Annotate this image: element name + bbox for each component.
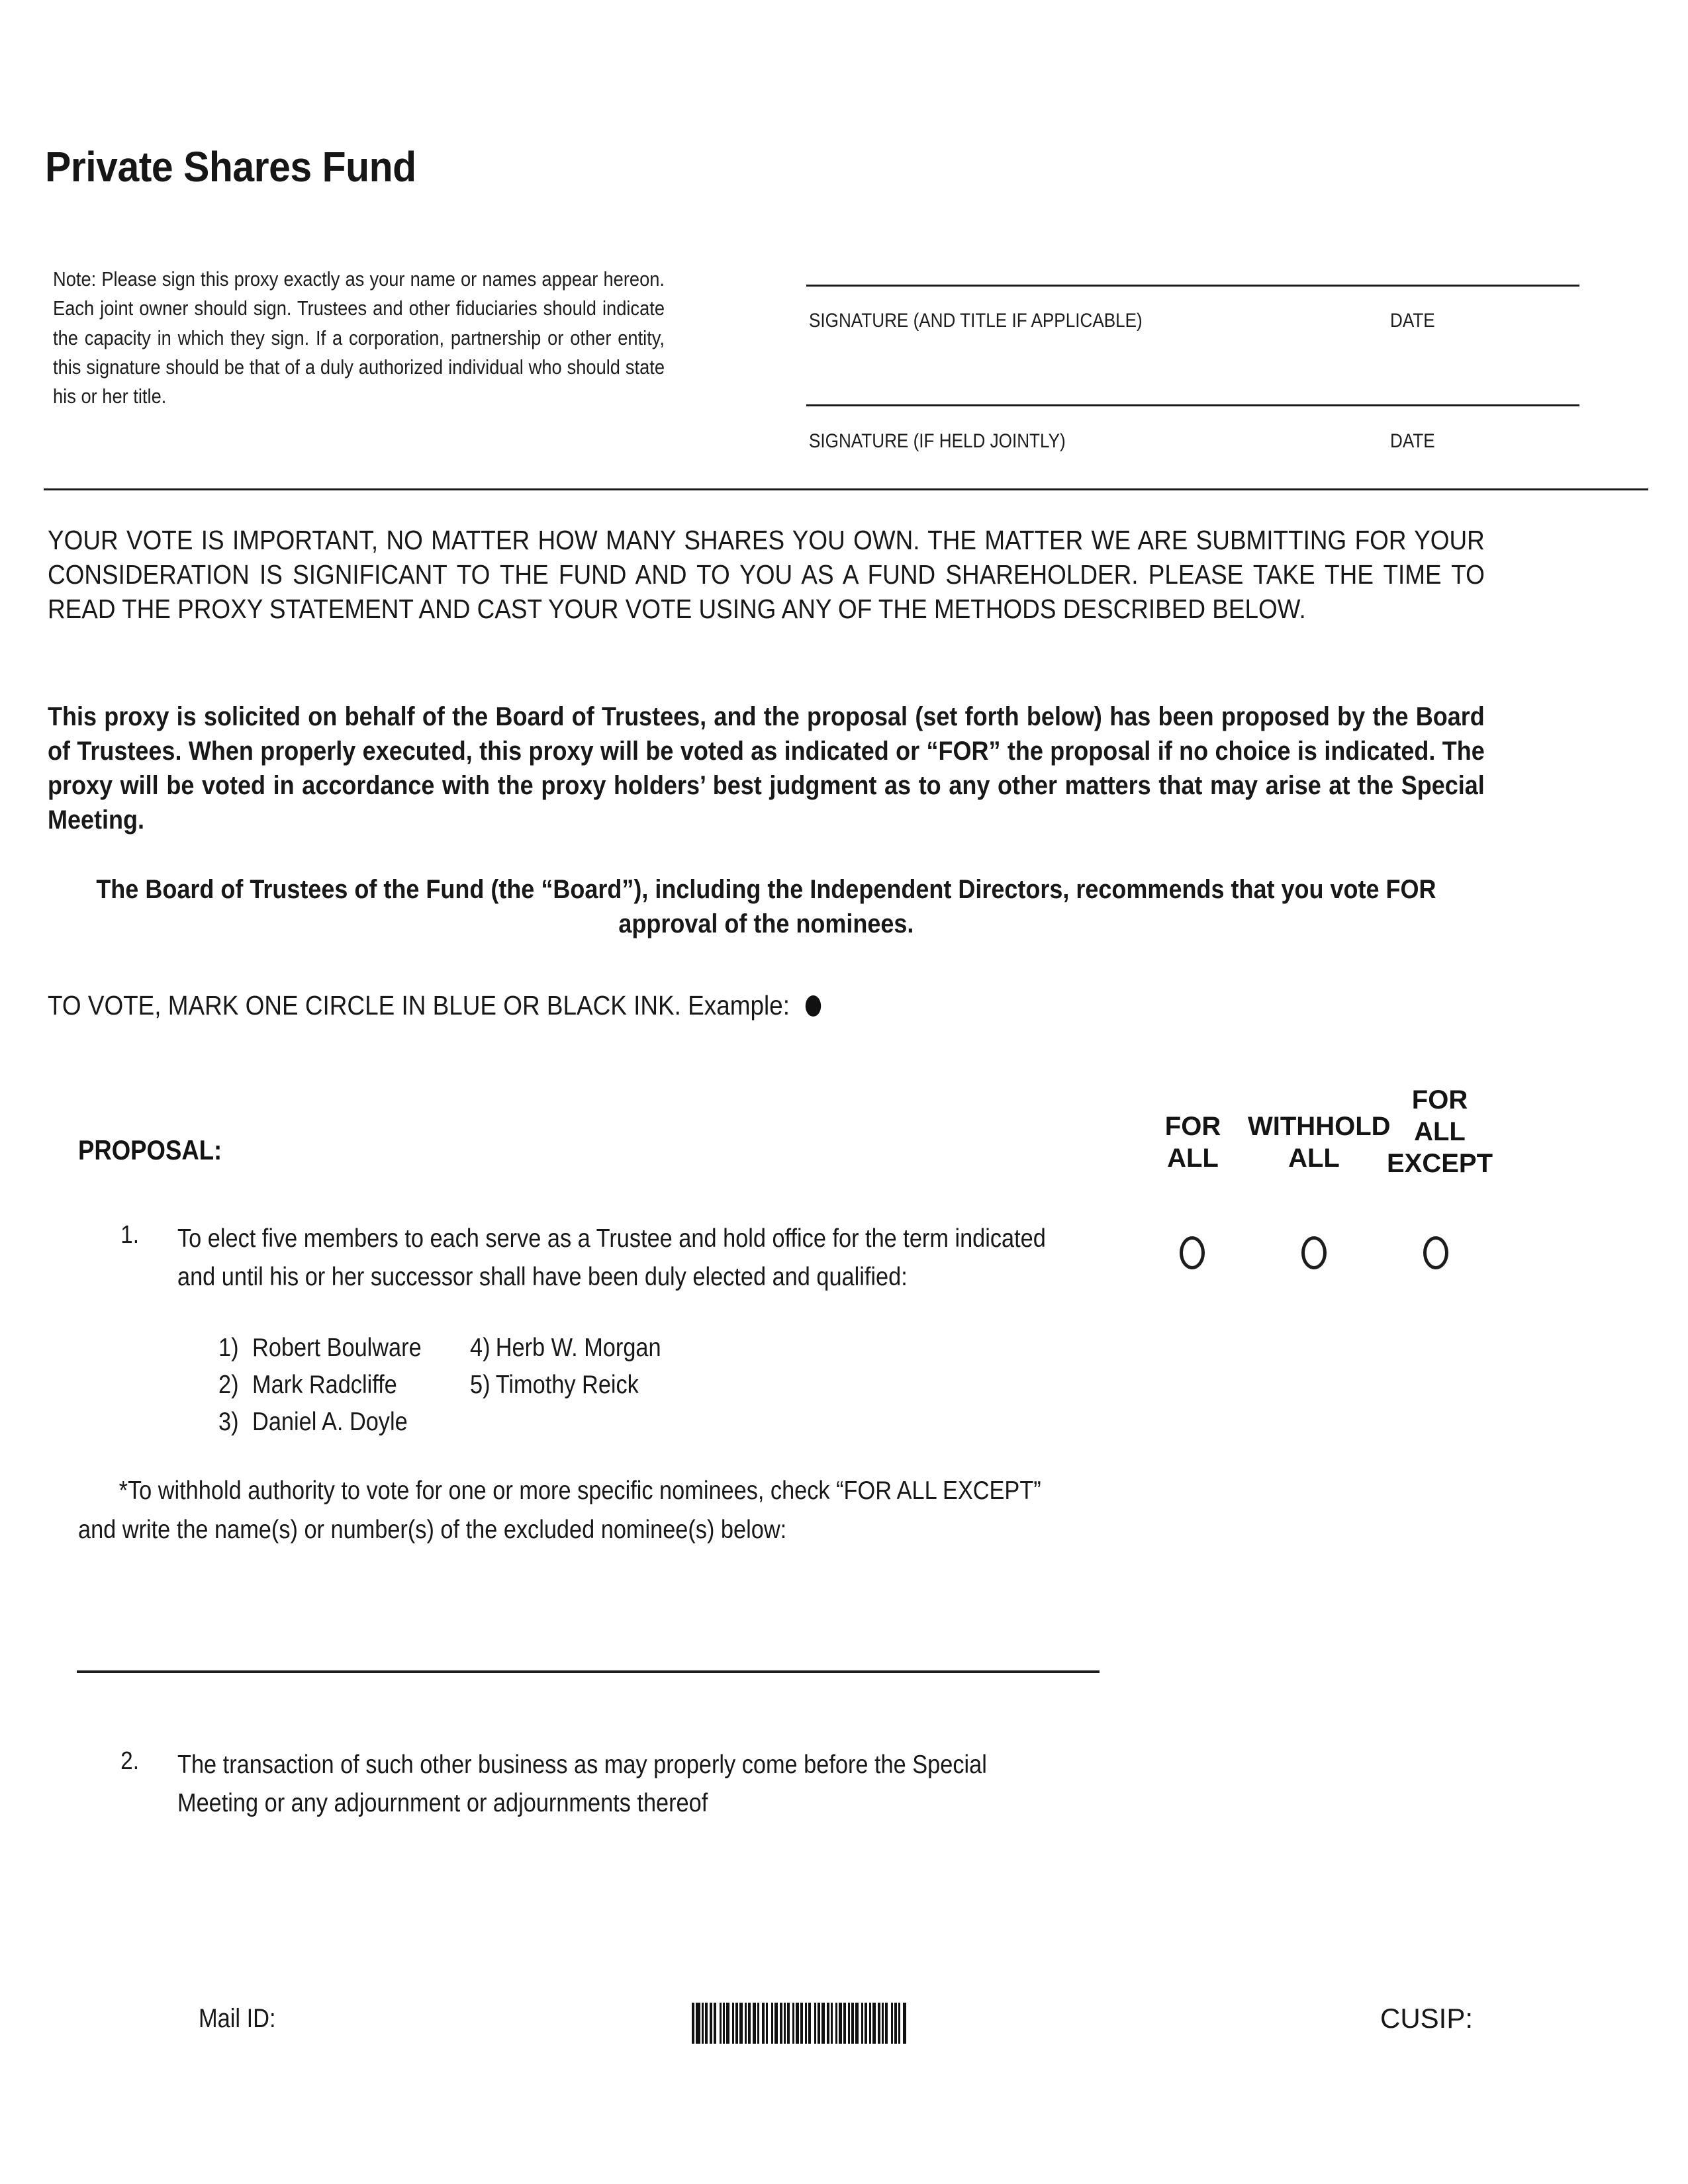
signature-primary-date-label: DATE [1390,310,1435,332]
nominee-entry-left [218,1408,408,1437]
excluded-nominees-writein-line[interactable] [77,1670,1100,1673]
board-recommendation-paragraph: The Board of Trustees of the Fund (the “Board”), including the Independent Directors, recommends that you vote FOR approval of the nominees. [96,875,1436,938]
nominee-name: Timothy Reick [495,1371,639,1399]
proposal-item-text: To elect five members to each serve as a Trustee and hold office for the term indicated and until his or her successor shall have been duly elected and qualified: [177,1224,1046,1291]
page-title: Private Shares Fund [45,143,416,191]
vote-column-header-line: EXCEPT [1386,1149,1493,1178]
vote-column-header-line: ALL [1414,1117,1466,1146]
signature-note-text: Note: Please sign this proxy exactly as your name or names appear hereon. Each joint owner should sign. Trustees and other fiduciaries should indicate the capacity in which they sign. If a corporation, partnership or other entity, this signature should be that of a duly authorized individual who should state his or her title. [53,267,665,408]
nominee-entry-left [218,1371,397,1400]
proposal-item-number: 2. [120,1747,139,1775]
vote-circle-withhold-all[interactable] [1301,1236,1327,1269]
vote-column-header-line: ALL [1288,1144,1340,1173]
proposal-item-number: 1. [120,1221,139,1249]
nominee-index: 2) [218,1371,239,1399]
proposal-heading: PROPOSAL: [78,1134,222,1165]
nominee-index: 5) [470,1371,491,1399]
nominee-name: Robert Boulware [252,1334,422,1362]
nominee-name: Mark Radcliffe [252,1371,397,1399]
nominee-entry-right [470,1334,661,1363]
vote-circle-for-all[interactable] [1180,1236,1205,1269]
section-divider [44,488,1648,490]
withhold-authority-note: *To withhold authority to vote for one or more specific nominees, check “FOR ALL EXCEPT” and write the name(s) or number(s) of the excluded nominee(s) below: [78,1477,1041,1544]
signature-primary-rule[interactable] [806,285,1579,287]
example-filled-circle-icon [805,995,820,1017]
importance-notice-paragraph: YOUR VOTE IS IMPORTANT, NO MATTER HOW MANY SHARES YOU OWN. THE MATTER WE ARE SUBMITTING FOR YOUR CONSIDERATION IS SIGNIFICANT TO THE FUND AND TO YOU AS A FUND SHAREHOLDER. PLEASE TAKE THE TIME TO READ THE PROXY STATEMENT AND CAST YOUR VOTE USING ANY OF THE METHODS DESCRIBED BELOW. [48,525,1485,625]
vote-column-header-for-all [1140,1111,1246,1174]
vote-column-header-line: ALL [1167,1144,1219,1173]
signature-primary-label: SIGNATURE (AND TITLE IF APPLICABLE) [809,310,1143,332]
signature-joint-date-label: DATE [1390,430,1435,452]
solicitation-paragraph: This proxy is solicited on behalf of the Board of Trustees, and the proposal (set forth below) has been proposed by the Board of Trustees. When properly executed, this proxy will be voted as indicated or “FOR” the proposal if no choice is indicated. The proxy will be voted in accordance with the proxy holders’ best judgment as to any other matters that may arise at the Special Meeting. [48,702,1485,835]
vote-instruction-text: TO VOTE, MARK ONE CIRCLE IN BLUE OR BLACK INK. Example: [48,990,790,1021]
cusip-label: CUSIP: [1380,2003,1474,2034]
vote-column-header-withhold-all [1248,1111,1391,1174]
signature-joint-label: SIGNATURE (IF HELD JOINTLY) [809,430,1066,452]
signature-joint-rule[interactable] [806,404,1579,406]
vote-column-header-for-all-except [1374,1084,1506,1179]
nominee-entry-left [218,1334,422,1363]
mail-id-label: Mail ID: [199,2004,276,2033]
proposal-item-text: The transaction of such other business as may properly come before the Special Meeting or any adjournment or adjournments thereof [177,1751,987,1817]
vote-instruction-line [48,990,821,1021]
vote-column-header-line: WITHHOLD [1248,1112,1391,1141]
vote-circle-for-all-except[interactable] [1423,1236,1448,1269]
nominee-name: Daniel A. Doyle [252,1408,408,1436]
barcode [692,2003,979,2044]
nominee-entry-right [470,1371,639,1400]
vote-column-header-line: FOR [1411,1085,1468,1115]
nominee-index: 3) [218,1408,239,1436]
nominee-name: Herb W. Morgan [495,1334,661,1362]
vote-column-header-line: FOR [1164,1112,1221,1141]
nominee-index: 4) [470,1334,491,1362]
nominee-index: 1) [218,1334,239,1362]
